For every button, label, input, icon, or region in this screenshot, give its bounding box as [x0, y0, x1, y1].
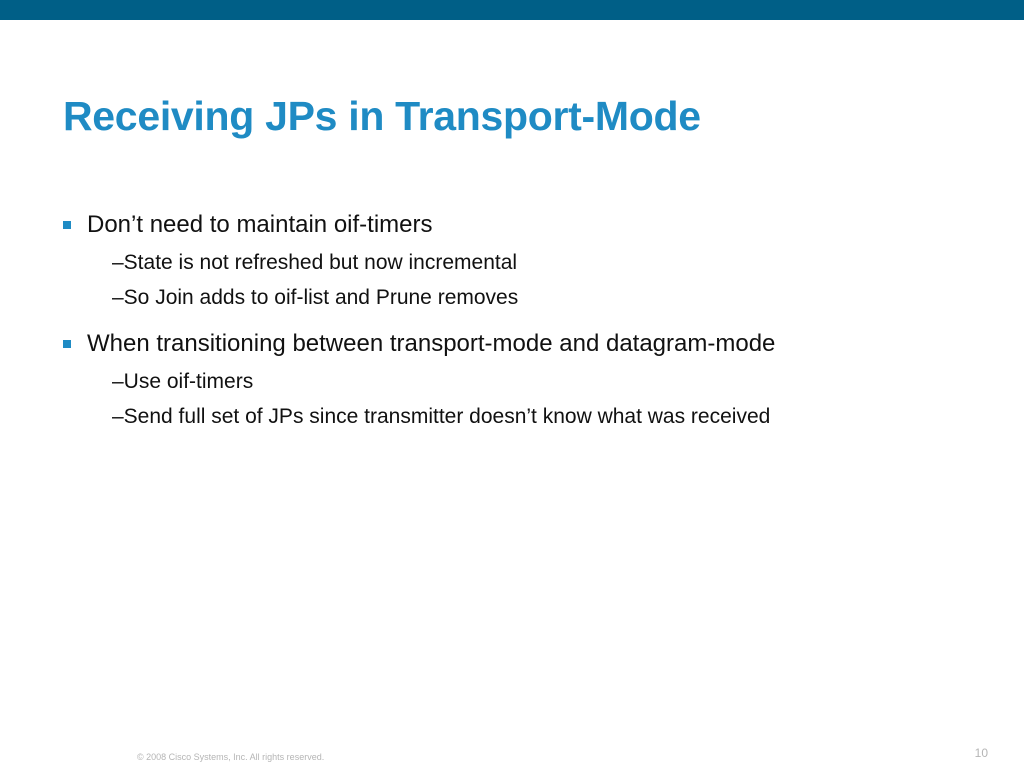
bullet-text: Don’t need to maintain oif-timers — [87, 211, 433, 238]
page-number: 10 — [974, 746, 988, 760]
slide-title: Receiving JPs in Transport-Mode — [63, 93, 701, 139]
bullet-item — [62, 325, 1002, 363]
bullet-group-spacer — [62, 318, 1002, 325]
sub-bullet-item: –State is not refreshed but now incremental — [112, 251, 518, 274]
square-bullet-icon — [63, 340, 71, 348]
sub-bullet-item: –Send full set of JPs since transmitter doesn’t know what was received — [112, 405, 771, 428]
bullet-text: When transitioning between transport-mode and datagram-mode — [87, 330, 776, 357]
square-bullet-icon — [63, 221, 71, 229]
bullet-item — [62, 206, 1002, 244]
footer-copyright: © 2008 Cisco Systems, Inc. All rights reserved. — [137, 752, 325, 762]
sub-bullet-item: –So Join adds to oif-list and Prune removes — [112, 286, 519, 309]
slide-content — [62, 206, 1002, 437]
sub-bullet-item: –Use oif-timers — [112, 370, 254, 393]
top-banner-bar — [0, 0, 1024, 20]
